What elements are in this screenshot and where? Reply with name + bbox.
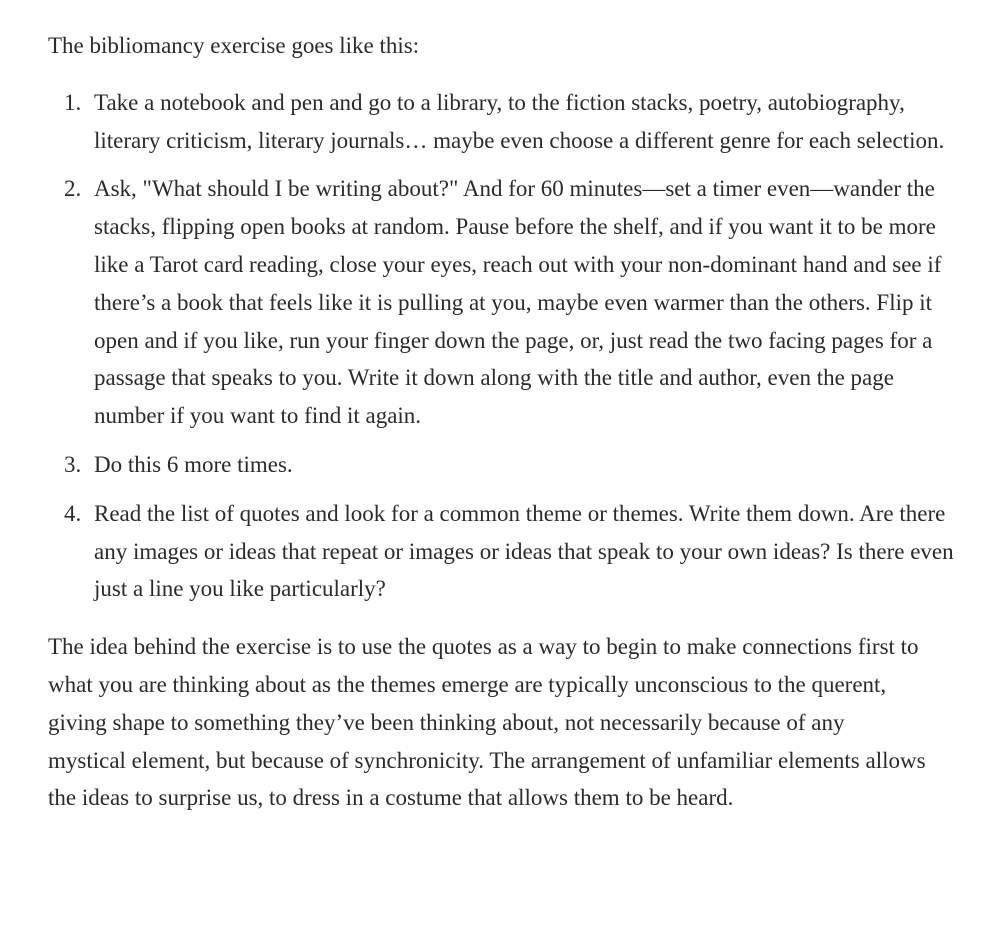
- step-text: Do this 6 more times.: [94, 451, 293, 477]
- step-number: 1.: [64, 89, 82, 115]
- intro-paragraph: The bibliomancy exercise goes like this:: [48, 33, 420, 58]
- step-number: 4.: [64, 500, 82, 526]
- closing-paragraph: The idea behind the exercise is to use the quotes as a way to begin to make connections first to what you are thinking about as the themes emerge are typically unconscious to the querent, giving shape to something they’ve been thinking about, not necessarily because of any mystical element, but because of synchronicity. The arrangement of unfamiliar elements allows the ideas to surprise us, to dress in a costume that allows them to be heard.: [48, 634, 926, 811]
- step-text: Read the list of quotes and look for a common theme or themes. Write them down. Are there any images or ideas that repeat or images or ideas that speak to your own ideas? Is there even just a line you like particularly?: [94, 500, 954, 602]
- step-number: 3.: [64, 451, 82, 477]
- list-item-step-3: [64, 446, 968, 484]
- list-item-step-2: [64, 170, 968, 435]
- list-item-step-1: [64, 84, 968, 160]
- list-item-step-4: [64, 495, 968, 608]
- step-text: Ask, "What should I be writing about?" And for 60 minutes—set a timer even—wander the stacks, flipping open books at random. Pause before the shelf, and if you want it to be more like a Tarot card reading, close your eyes, reach out with your non-dominant hand and see if there’s a book that feels like it is pulling at you, maybe even warmer than the others. Flip it open and if you like, run your finger down the page, or, just read the two facing pages for a passage that speaks to you. Write it down along with the title and author, even the page number if you want to find it again.: [94, 176, 942, 429]
- step-text: Take a notebook and pen and go to a library, to the fiction stacks, poetry, autobiography, literary criticism, literary journals… maybe even choose a different genre for each selection.: [94, 89, 945, 153]
- step-number: 2.: [64, 176, 82, 202]
- exercise-steps-list: [48, 84, 968, 608]
